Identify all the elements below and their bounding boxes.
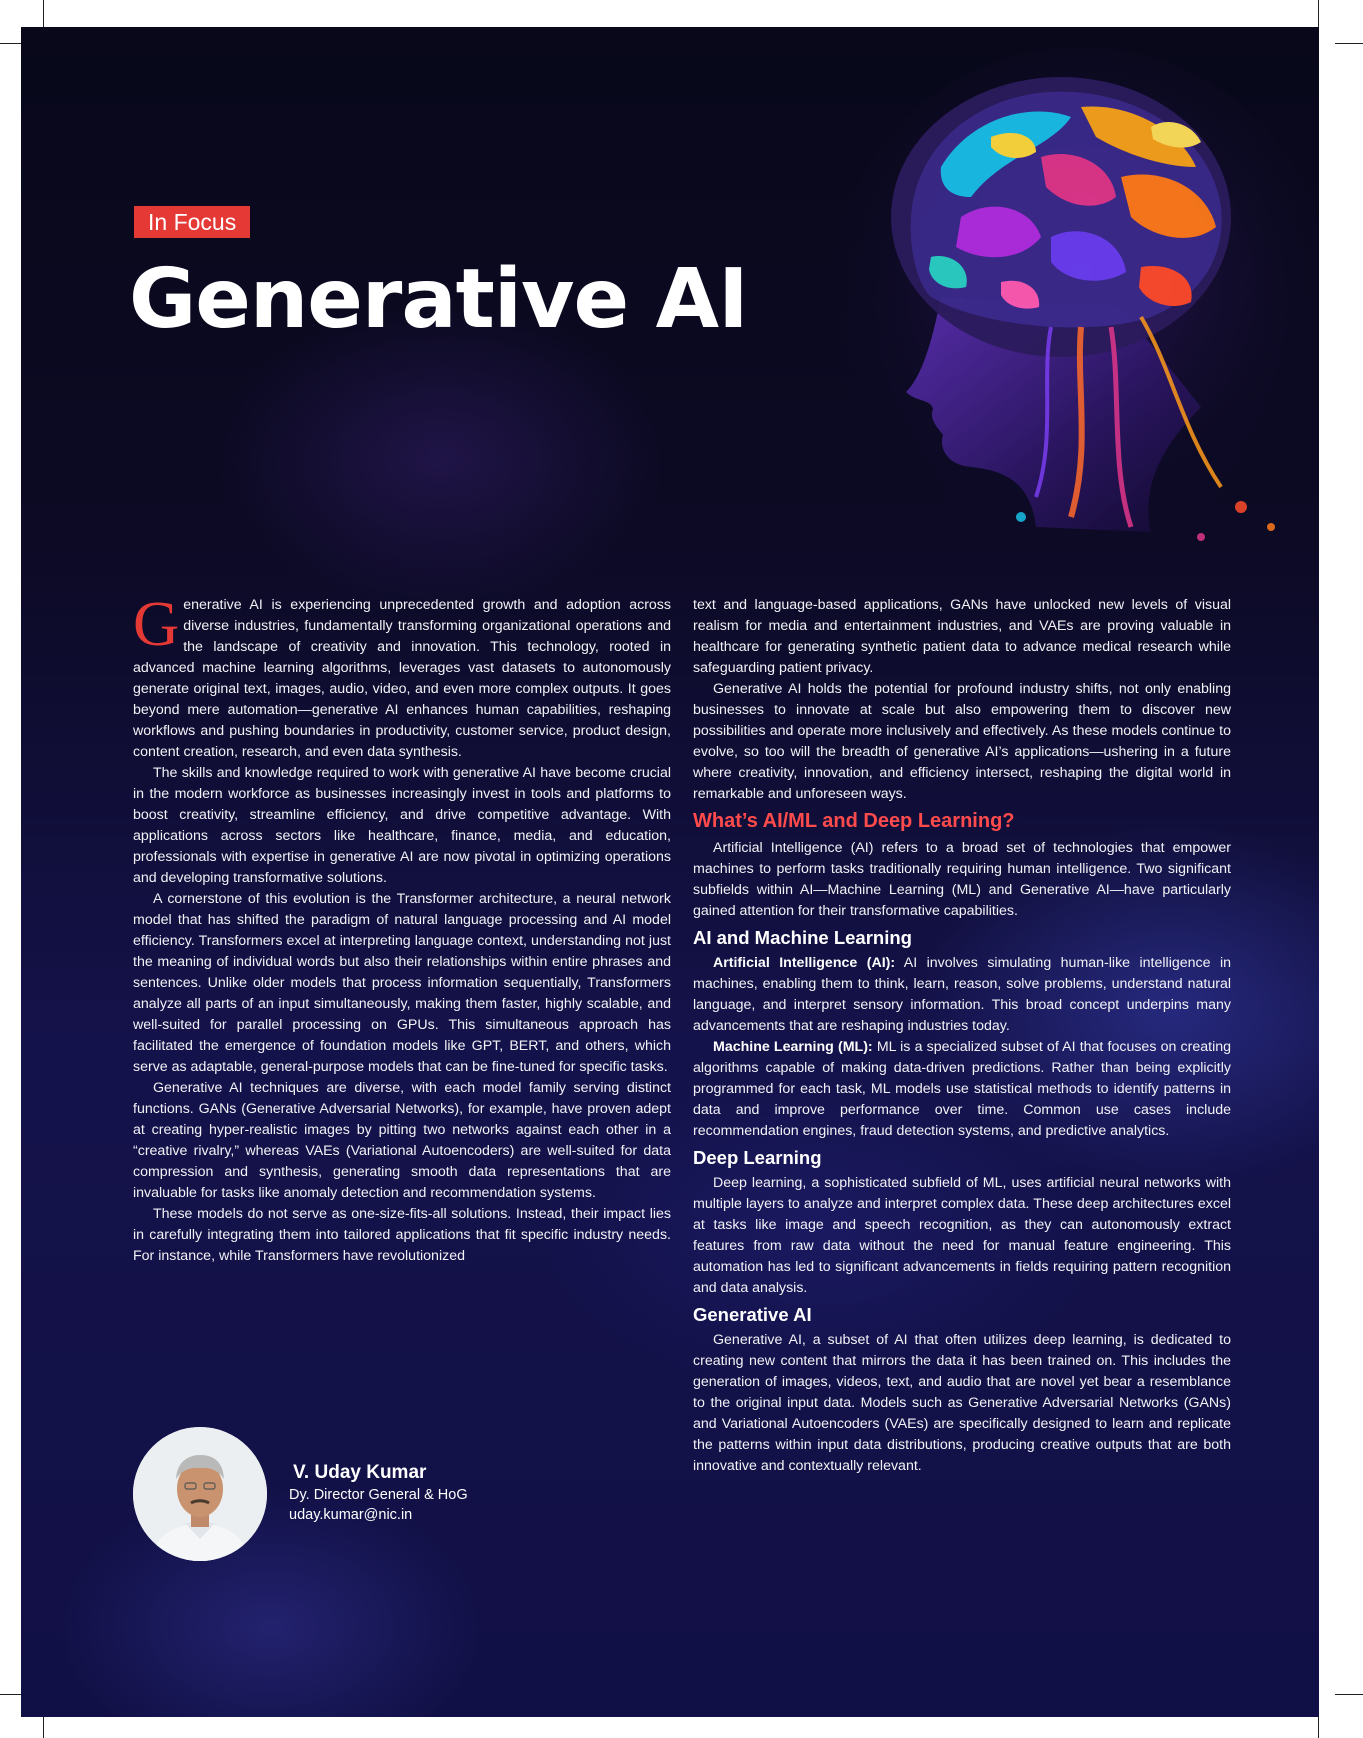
crop-mark [43,0,44,28]
author-info [289,1461,468,1525]
article-column-right [693,595,1231,1477]
paragraph-text: AI involves simulating human-like intelligence in machines, enabling them to think, learn, reason, solve problems, understand natural language, and interpret sensory information. This broad concept underpins many advancements that are reshaping industries today. [693,955,1231,1034]
term-ai: Artificial Intelligence (AI): [713,955,896,971]
article-paragraph: A cornerstone of this evolution is the Transformer architecture, a neural network model that has shifted the paradigm of natural language processing and AI model efficiency. Transformers excel at interpreting language context, understanding not just the meaning of individual words but also their relationships within entire phrases and sentences. Unlike older models that process information sequentially, Transformers analyze all parts of an input simultaneously, making them faster, highly scalable, and well-suited for parallel processing on GPUs. This simultaneous approach has facilitated the emergence of foundation models like GPT, BERT, and others, which serve as adaptable, general-purpose models that can be fine-tuned for specific tasks. [133,891,671,1075]
author-email[interactable]: uday.kumar@nic.in [289,1507,413,1523]
article-paragraph: text and language-based applications, GANs have unlocked new levels of visual realism for media and entertainment industries, and VAEs are proving valuable in healthcare for generating synthetic patient data to advance medical research while safeguarding patient privacy. [693,597,1231,676]
page-title: Generative AI [129,252,748,347]
article-paragraph: Generative AI techniques are diverse, with each model family serving distinct functions. GANs (Generative Adversarial Networks), for example, have proven adept at creating hyper-realistic images by pitting two networks against each other in a “creative rivalry,” whereas VAEs (Variational Autoencoders) are well-suited for data compression and synthesis, generating smooth data representations that are invaluable for tasks like anomaly detection and recommendation systems. [133,1080,671,1201]
article-paragraph: These models do not serve as one-size-fits-all solutions. Instead, their impact lies in carefully integrating them into tailored applications that fit specific industry needs. For instance, while Transformers have revolutionized [133,1206,671,1264]
crop-mark [1318,0,1319,28]
author-portrait-icon [133,1427,267,1561]
article-paragraph: Generative AI, a subset of AI that often utilizes deep learning, is dedicated to creating new content that mirrors the data it has been trained on. This includes the generation of images, videos, text, and audio that are novel yet bear a resemblance to the original input data. Models such as Generative Adversarial Networks (GANs) and Variational Autoencoders (VAEs) are specifically designed to learn and replicate the patterns within input data distributions, producing creative outputs that are both innovative and contextually relevant. [693,1332,1231,1474]
author-photo [133,1427,267,1561]
article-paragraph: Deep learning, a sophisticated subfield of ML, uses artificial neural networks with multiple layers to analyze and interpret complex data. These deep architectures excel at tasks like image and speech recognition, as they can autonomously extract features from raw data without the need for manual feature engineering. This automation has led to significant advancements in fields requiring pattern recognition and data analysis. [693,1175,1231,1296]
article-paragraph: Generative AI holds the potential for profound industry shifts, not only enabling businesses to innovate at scale but also empowering them to discover new possibilities and operate more inclusively and effectively. As these models continue to evolve, so too will the breadth of generative AI’s applications—ushering in a future where creativity, innovation, and efficiency intersect, reshaping the digital world in remarkable and unforeseen ways. [693,681,1231,802]
crop-mark [1335,1694,1363,1695]
author-designation: Dy. Director General & HoG [289,1487,468,1503]
paragraph-text: enerative AI is experiencing unprecedented growth and adoption across diverse industries, fundamentally transforming organizational operations and the landscape of creativity and innovation. This technology, rooted in advanced machine learning algorithms, leverages vast datasets to autonomously generate original text, images, audio, video, and even more complex outputs. It goes beyond mere automation—generative AI enhances human capabilities, reshaping workflows and pushing boundaries in productivity, customer service, product design, content creation, research, and even data synthesis. [133,597,671,760]
article-paragraph [693,1037,1231,1142]
article-paragraph [133,588,671,763]
magazine-page [21,27,1319,1717]
section-heading: What’s AI/ML and Deep Learning? [693,810,1015,832]
article-paragraph [693,953,1231,1037]
section-badge: In Focus [134,206,250,238]
subsection-heading: AI and Machine Learning [693,927,912,948]
drop-cap: G [133,588,180,659]
author-name: V. Uday Kumar [293,1462,427,1483]
crop-mark [1335,43,1363,44]
article-column-left [133,588,671,1267]
hero-brain-illustration [821,47,1319,567]
subsection-heading: Generative AI [693,1304,812,1325]
subsection-heading: Deep Learning [693,1147,822,1168]
article-paragraph: Artificial Intelligence (AI) refers to a broad set of technologies that empower machines to perform tasks traditionally requiring human intelligence. Two significant subfields within AI—Machine Learning (ML) and Generative AI—have particularly gained attention for their transformative capabilities. [693,840,1231,919]
paragraph-text: ML is a specialized subset of AI that focuses on creating algorithms capable of making data-driven predictions. Rather than being explicitly programmed for each task, ML models use statistical methods to identify patterns in data and improve performance over time. Common use cases include recommendation engines, fraud detection systems, and predictive analytics. [693,1039,1231,1139]
article-paragraph: The skills and knowledge required to work with generative AI have become crucial in the modern workforce as businesses increasingly invest in tools and platforms to boost creativity, streamline efficiency, and drive competitive advantage. With applications across sectors like healthcare, finance, media, and education, professionals with expertise in generative AI are now pivotal in optimizing operations and developing transformative solutions. [133,765,671,886]
term-ml: Machine Learning (ML): [713,1039,873,1055]
